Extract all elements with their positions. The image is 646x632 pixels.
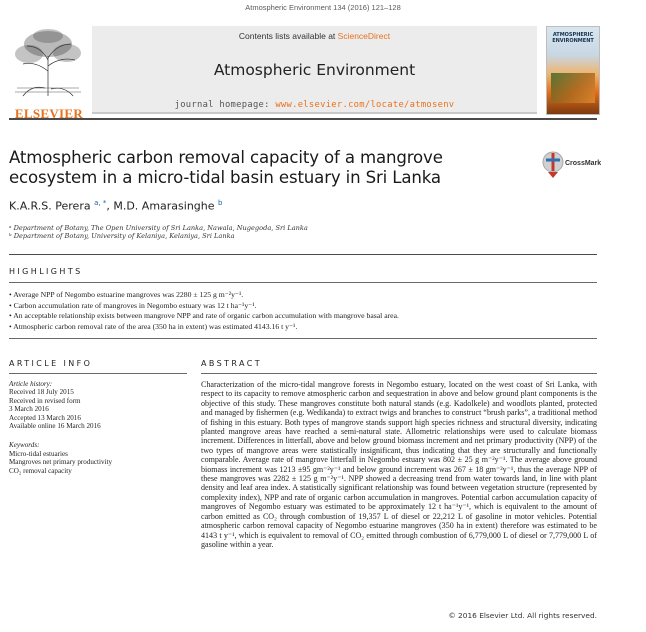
article-info	[9, 380, 187, 475]
journal-banner	[92, 26, 537, 114]
homepage-prefix: journal homepage:	[174, 100, 276, 110]
abstract-rule	[201, 373, 597, 374]
history-item: Accepted 13 March 2016	[9, 413, 81, 422]
sciencedirect-link[interactable]: ScienceDirect	[337, 31, 391, 41]
author-affiliation-marker[interactable]: a, *	[94, 199, 107, 207]
contents-prefix: Contents lists available at	[238, 31, 338, 41]
history-item: Received 18 July 2015	[9, 388, 74, 397]
abstract-heading: ABSTRACT	[201, 359, 263, 368]
cover-title: ATMOSPHERIC ENVIRONMENT	[552, 32, 594, 44]
cover-image	[551, 73, 595, 103]
keyword[interactable]: Micro-tidal estuaries	[9, 449, 68, 458]
article-title: Atmospheric carbon removal capacity of a mangrove ecosystem in a micro-tidal basin estuary in Sri Lanka	[9, 148, 443, 187]
journal-cover-thumbnail[interactable]	[546, 26, 600, 115]
keywords-label: Keywords:	[9, 441, 40, 450]
history-item: Received in revised form	[9, 396, 81, 405]
journal-title[interactable]: Atmospheric Environment	[213, 61, 416, 79]
highlight-item: • Average NPP of Negombo estuarine mangroves was 2280 ± 125 g m⁻²y⁻¹.	[9, 290, 244, 299]
affiliation-a: ᵃ Department of Botany, The Open University of Sri Lanka, Nawala, Nugegoda, Sri Lanka	[9, 224, 308, 232]
abstract-text: Characterization of the micro-tidal mangrove forests in Negombo estuary, located on the west coast of Sri Lanka, with respect to its capacity to remove atmospheric carbon and sequestration in above and below ground plant components is the objective of this study. These mangroves constitute both natural stands (e.g. Kadolkele) and woodlots planted, protected and managed by fishermen (e.g. Wedikanda) to extract twigs and branches to construct “brush parks”, a traditional method of fishing in this estuary. Both types of mangrove stands support high species richness and structural diversity, indicating planted mangrove areas have reached a semi-natural state. Allometric relationships were used to calculate biomass increment. Differences in litterfall, above and below ground biomass increment and net primary productivity (NPP) of the two types of mangrove areas were statistically insignificant, thus indicating that they are structurally and functionally comparable. Average rate of mangrove litterfall in Negombo estuary was 802 ± 25 g m⁻²y⁻¹. The average above ground biomass increment was 1213 ±95 gm⁻²y⁻¹ and below ground increment was 267 ± 18 gm⁻²y⁻¹, thus the average NPP of these mangroves was 2282 ± 125 g m⁻²y⁻¹. NPP showed a decreasing trend from water towards land, in line with plant density and leaf area index. A statistically significant relationship was found between vegetation structure (represented by complexity index), NPP and rate of organic carbon accumulation in mangroves. Potential carbon accumulation capacity of mangroves of Negombo estuary was estimated to be approximately 12 t ha⁻¹y⁻¹, which is equivalent to the amount of carbon emitted as CO₂ through combustion of 19,357 L of diesel or 22,212 L of gasoline in motor vehicles. Potential atmospheric carbon removal capacity of Negombo estuarine mangroves (350 ha in extent) therefore was estimated to be 4143 t y⁻¹, which is equivalent to removal of CO₂ emitted through combustion of 6,779,000 L of diesel or 7,779,000 L of gasoline within a year.	[201, 380, 597, 549]
author-affiliation-marker[interactable]: b	[218, 199, 223, 207]
homepage-line	[92, 100, 537, 110]
contents-line	[92, 31, 537, 41]
highlights-heading: HIGHLIGHTS	[9, 267, 83, 276]
highlight-item: • Carbon accumulation rate of mangroves in Negombo estuary was 12 t ha⁻¹y⁻¹.	[9, 300, 257, 310]
article-history-label: Article history:	[9, 380, 53, 388]
keyword[interactable]: CO₂ removal capacity	[9, 466, 72, 475]
keyword[interactable]: Mangroves net primary productivity	[9, 458, 113, 467]
author-name[interactable]: M.D. Amarasinghe	[113, 199, 215, 213]
article-info-rule	[9, 373, 187, 374]
homepage-link[interactable]: www.elsevier.com/locate/atmosenv	[275, 100, 455, 110]
crossmark-icon	[541, 150, 565, 180]
crossmark-badge[interactable]	[541, 150, 602, 184]
crossmark-label: CrossMark	[565, 160, 602, 167]
highlight-item: • An acceptable relationship exists between mangrove NPP and rate of organic carbon accumulation with mangrove basal area.	[9, 311, 399, 320]
highlights-bottom-rule	[9, 338, 597, 339]
elsevier-wordmark: ELSEVIER	[14, 106, 84, 121]
history-item: 3 March 2016	[9, 405, 49, 414]
elsevier-tree-icon	[9, 26, 87, 98]
history-item: Available online 16 March 2016	[9, 422, 101, 431]
highlights-list	[9, 290, 597, 332]
elsevier-logo[interactable]	[9, 26, 87, 121]
article-info-heading: ARTICLE INFO	[9, 359, 93, 368]
highlights-rule	[9, 282, 597, 283]
journal-header	[9, 22, 597, 121]
affiliation-b: ᵇ Department of Botany, University of Kelaniya, Kelaniya, Sri Lanka	[9, 232, 235, 240]
author-list	[9, 199, 222, 213]
author-name[interactable]: K.A.R.S. Perera	[9, 199, 91, 213]
journal-citation[interactable]: Atmospheric Environment 134 (2016) 121–128	[245, 3, 401, 12]
highlight-item: • Atmospheric carbon removal rate of the area (350 ha in extent) was estimated 4143.16 t y⁻¹.	[9, 321, 298, 331]
affiliation-divider	[9, 254, 597, 255]
header-divider	[9, 118, 597, 120]
copyright-notice: © 2016 Elsevier Ltd. All rights reserved.	[448, 611, 597, 620]
author-separator: ,	[106, 199, 114, 213]
